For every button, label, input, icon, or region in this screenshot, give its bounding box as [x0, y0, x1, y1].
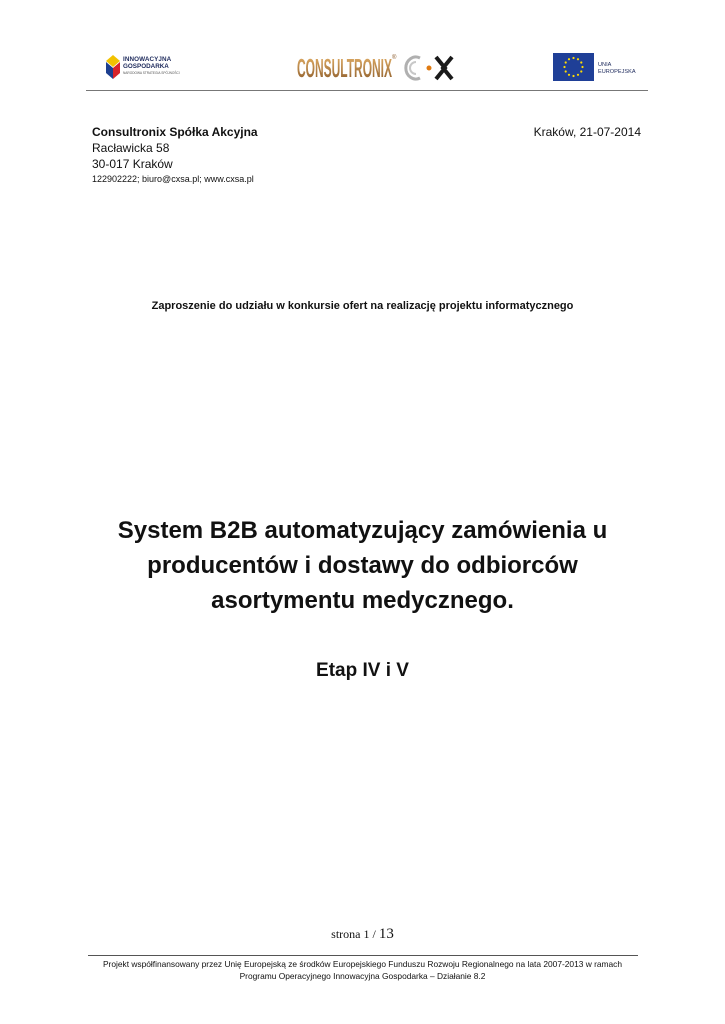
sender-contacts: 122902222; biuro@cxsa.pl; www.cxsa.pl — [92, 174, 254, 184]
page-counter-total: 13 — [378, 926, 394, 942]
page-counter-label: strona — [331, 927, 361, 941]
consultronix-cx-logo-icon — [296, 50, 456, 84]
place-and-date: Kraków, 21-07-2014 — [533, 125, 641, 139]
footer-divider — [88, 955, 638, 956]
invitation-heading: Zaproszenie do udziału w konkursie ofert na realizację projektu informatycznego — [151, 300, 574, 312]
innowacyjna-gospodarka-logo — [106, 54, 186, 80]
title-line-2: producentów i dostawy do odbiorców — [147, 552, 578, 579]
logo-left-line2: GOSPODARKA — [123, 63, 169, 70]
footer-line-2: Programu Operacyjnego Innowacyjna Gospodarka – Działanie 8.2 — [239, 971, 486, 981]
page-counter — [0, 926, 725, 943]
sender-street: Racławicka 58 — [92, 141, 170, 155]
innowacyjna-gospodarka-logo-icon — [106, 55, 120, 79]
footer-note — [80, 958, 645, 982]
unia-europejska-logo — [553, 53, 648, 83]
svg-text:®: ® — [392, 55, 397, 61]
sender-address — [92, 124, 258, 186]
footer-line-1: Projekt współfinansowany przez Unię Europejską ze środków Europejskiego Funduszu Rozwoju Regionalnego na lata 2007-2013 w ramach — [102, 959, 623, 969]
logo-left-line3: NARODOWA STRATEGIA SPÓJNOŚCI — [123, 71, 180, 75]
eu-flag-icon — [553, 53, 594, 81]
page-counter-current: 1 — [363, 927, 370, 941]
sender-city: 30-017 Kraków — [92, 157, 173, 171]
header-divider — [86, 90, 648, 91]
page-counter-separator: / — [372, 927, 376, 941]
svg-text:CONSULTRONIX: CONSULTRONIX — [297, 53, 393, 83]
logo-right-line1: UNIA — [598, 62, 612, 68]
logo-right-line2: EUROPEJSKA — [598, 69, 636, 75]
consultronix-logo — [296, 50, 456, 84]
document-title — [90, 513, 635, 618]
title-line-1: System B2B automatyzujący zamówienia u — [117, 517, 608, 544]
logo-left-line1: INNOWACYJNA — [123, 56, 172, 63]
stage-subtitle: Etap IV i V — [316, 660, 409, 681]
sender-company: Consultronix Spółka Akcyjna — [92, 125, 258, 139]
title-line-3: asortymentu medycznego. — [211, 587, 514, 614]
